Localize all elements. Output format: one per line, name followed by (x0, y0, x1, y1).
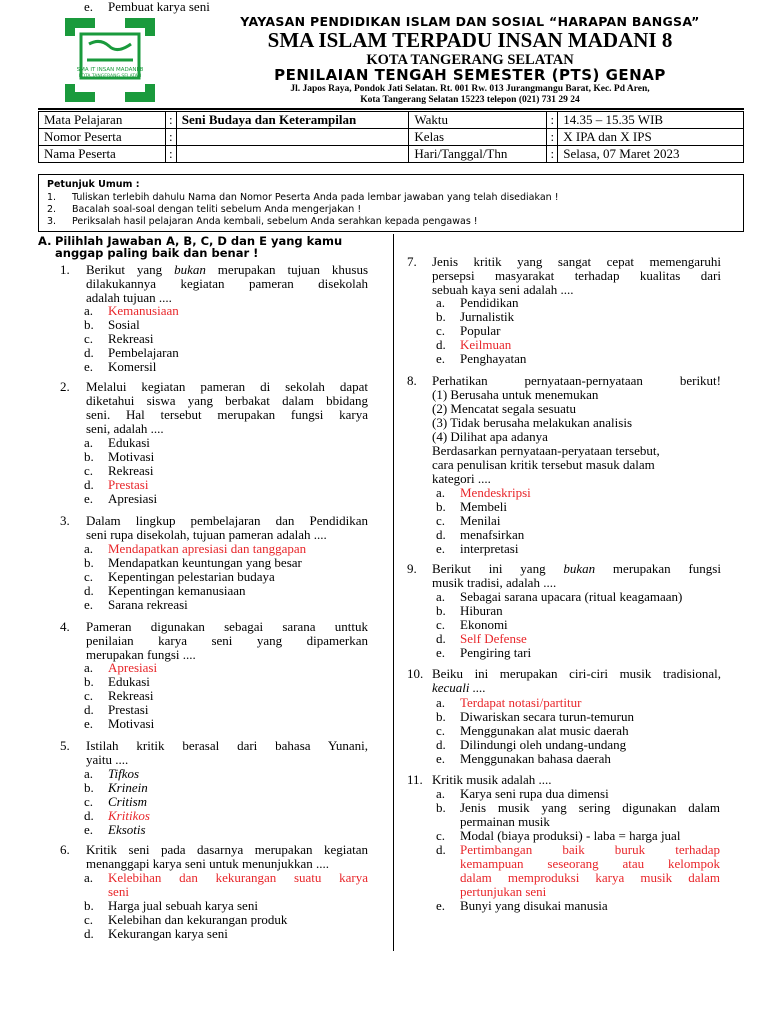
school-name: SMA ISLAM TERPADU INSAN MADANI 8 (267, 28, 673, 52)
school-logo (45, 14, 175, 106)
question-text: (4) Dilihat apa adanya (432, 429, 548, 444)
option-letter: d. (84, 477, 94, 492)
option-letter: c. (84, 463, 94, 478)
option-text[interactable]: kemampuan seseorang atau kelompok (460, 856, 720, 871)
option-text[interactable]: Apresiasi (108, 660, 158, 675)
address-line-1: Jl. Japos Raya, Pondok Jati Selatan. Rt. 001 Rw. 013 Jurangmangu Barat, Kec. Pd Aren, (290, 84, 650, 94)
question-number: 5. (60, 738, 70, 753)
option-text[interactable]: Bunyi yang disukai manusia (460, 898, 608, 913)
option-text[interactable]: Rekreasi (108, 463, 154, 478)
question-text: Kritik seni pada dasarnya merupakan kegiatan (86, 842, 368, 857)
option-text[interactable]: Prestasi (108, 477, 149, 492)
option-text[interactable]: dalam memproduksi karya musik dalam (460, 870, 720, 885)
question-text: sebuah kaya seni adalah .... (432, 282, 574, 297)
question-text: (3) Tidak berusaha melakukan analisis (432, 415, 633, 430)
label-kelas: Kelas (409, 129, 547, 146)
option-text[interactable]: Kepentingan pelestarian budaya (108, 569, 275, 584)
option-letter: b. (84, 780, 94, 795)
question-text: adalah tujuan .... (86, 290, 172, 305)
option-text[interactable]: seni (108, 884, 129, 899)
option-text[interactable]: Kelebihan dan kekurangan produk (108, 912, 288, 927)
option-letter: a. (436, 485, 446, 500)
option-letter: d. (84, 583, 94, 598)
logo-text-school: SMA IT INSAN MADANI 8 (76, 67, 144, 73)
label-mapel: Mata Pelajaran (39, 112, 166, 129)
separator: : (165, 146, 176, 163)
option-letter: e. (84, 597, 94, 612)
option-letter: b. (436, 309, 446, 324)
instructions-box (38, 174, 744, 232)
separator: : (547, 112, 558, 129)
option-letter: d. (84, 926, 94, 941)
option-text[interactable]: Keilmuan (460, 337, 512, 352)
option-letter: a. (436, 589, 446, 604)
option-text[interactable]: Kelebihan dan kekurangan suatu karya (108, 870, 368, 885)
option-text[interactable]: Apresiasi (108, 491, 158, 506)
option-text[interactable]: pertunjukan seni (460, 884, 547, 899)
option-text[interactable]: Sosial (108, 317, 140, 332)
option-text[interactable]: Modal (biaya produksi) - laba = harga jual (460, 828, 681, 843)
question-text: Melalui kegiatan pameran di sekolah dapat (86, 379, 368, 394)
label-waktu: Waktu (409, 112, 547, 129)
option-letter: e. (436, 541, 446, 556)
label-hari: Hari/Tanggal/Thn (409, 146, 547, 163)
question-text: cara penulisan kritik tersebut masuk dalam (432, 457, 655, 472)
student-info-table (38, 111, 744, 163)
option-text[interactable]: Menggunakan bahasa daerah (460, 751, 611, 766)
value-nomor-field[interactable] (176, 129, 409, 146)
option-text[interactable]: interpretasi (460, 541, 519, 556)
option-letter: b. (436, 499, 446, 514)
question-text: Jenis kritik yang sangat cepat memengaruhi (432, 254, 721, 269)
option-letter: c. (436, 828, 446, 843)
instructions-title: Petunjuk Umum : (47, 179, 140, 190)
question-number: 3. (60, 513, 70, 528)
option-text[interactable]: Mendapatkan apresiasi dan tanggapan (108, 541, 307, 556)
option-text[interactable]: Komersil (108, 359, 157, 374)
option-text[interactable]: Prestasi (108, 702, 149, 717)
question-text: Pameran digunakan sebagai sarana unttuk (86, 619, 368, 634)
option-text[interactable]: Rekreasi (108, 331, 154, 346)
question-text: Perhatikan pernyataan-pernyataan berikut! (432, 373, 721, 388)
option-letter: d. (436, 527, 446, 542)
option-text[interactable]: Kemanusiaan (108, 303, 179, 318)
option-text[interactable]: Rekreasi (108, 688, 154, 703)
value-kelas: X IPA dan X IPS (558, 129, 744, 146)
question-text: kecuali .... (432, 680, 486, 695)
option-letter: e. (84, 822, 94, 837)
question-text: Dalam lingkup pembelajaran dan Pendidikan (86, 513, 368, 528)
option-text[interactable]: Dilindungi oleh undang-undang (460, 737, 627, 752)
value-waktu: 14.35 – 15.35 WIB (558, 112, 744, 129)
question-text: yaitu .... (86, 752, 129, 767)
option-text[interactable]: Hiburan (460, 603, 503, 618)
option-letter: c. (84, 688, 94, 703)
option-letter: a. (84, 766, 94, 781)
value-mapel: Seni Budaya dan Keterampilan (176, 112, 409, 129)
question-number: 7. (407, 254, 417, 269)
option-text[interactable]: Kritikos (108, 808, 150, 823)
question-text: seni. Hal tersebut merupakan fungsi karya (86, 407, 368, 422)
question-number: 2. (60, 379, 70, 394)
option-letter: d. (436, 631, 446, 646)
option-text[interactable]: menafsirkan (460, 527, 525, 542)
question-number: 1. (60, 262, 70, 277)
option-letter: b. (84, 674, 94, 689)
question-text: persepsi masyarakat terhadap kualitas dari (432, 268, 721, 283)
option-text[interactable]: Pembelajaran (108, 345, 179, 360)
question-text: (1) Berusaha untuk menemukan (432, 387, 599, 402)
question-text: merupakan fungsi .... (86, 647, 196, 662)
exam-title: PENILAIAN TENGAH SEMESTER (PTS) GENAP (274, 66, 666, 84)
question-number: 10. (407, 666, 424, 681)
option-text[interactable]: Eksotis (108, 822, 146, 837)
option-letter: c. (84, 331, 94, 346)
value-hari: Selasa, 07 Maret 2023 (558, 146, 744, 163)
option-text[interactable]: Kepentingan kemanusiaan (108, 583, 246, 598)
option-letter: c. (436, 617, 446, 632)
option-letter: e. (84, 359, 94, 374)
option-text[interactable]: Edukasi (108, 674, 150, 689)
option-text[interactable]: Krinein (108, 780, 148, 795)
option-letter: a. (436, 695, 446, 710)
question-text: musik tradisi, adalah .... (432, 575, 557, 590)
question-text: kategori .... (432, 471, 491, 486)
separator: : (547, 146, 558, 163)
value-nama-field[interactable] (176, 146, 409, 163)
option-letter: d. (84, 345, 94, 360)
question-number: 8. (407, 373, 417, 388)
question-text: seni rupa disekolah, tujuan pameran adalah .... (86, 527, 327, 542)
option-text[interactable]: Pendidikan (460, 295, 519, 310)
option-text[interactable]: Pengiring tari (460, 645, 532, 660)
option-text[interactable]: Membeli (460, 499, 507, 514)
info-row (39, 112, 744, 129)
option-text[interactable]: permainan musik (460, 814, 550, 829)
option-text[interactable]: Sebagai sarana upacara (ritual keagamaan) (460, 589, 683, 604)
option-letter: e. (436, 898, 446, 913)
instruction-item: 3. Periksalah hasil pelajaran Anda kembali, sebelum Anda serahkan kepada pengawas ! (47, 216, 478, 227)
city-name: KOTA TANGERANG SELATAN (366, 52, 574, 68)
option-text[interactable]: Edukasi (108, 435, 150, 450)
option-letter: d. (84, 702, 94, 717)
option-letter: b. (436, 709, 446, 724)
option-text[interactable]: Mendeskripsi (460, 485, 531, 500)
option-letter: a. (436, 295, 446, 310)
option-text[interactable]: Kekurangan karya seni (108, 926, 228, 941)
option-text[interactable]: Sarana rekreasi (108, 597, 188, 612)
option-text[interactable]: Mendapatkan keuntungan yang besar (108, 555, 302, 570)
option-text[interactable]: Pembuat karya seni (108, 0, 210, 14)
question-text: diketahui siswa yang berbakat dalam bbidang (86, 393, 368, 408)
separator: : (547, 129, 558, 146)
option-letter: c. (84, 912, 94, 927)
option-letter: e. (436, 751, 446, 766)
option-letter: b. (84, 898, 94, 913)
label-nama: Nama Peserta (39, 146, 166, 163)
question-text: Berikut yang bukan merupakan tujuan khusus (86, 262, 369, 277)
option-text[interactable]: Terdapat notasi/partitur (460, 695, 582, 710)
option-letter: d. (436, 737, 446, 752)
option-text[interactable]: Diwariskan secara turun-temurun (460, 709, 634, 724)
option-text[interactable]: Motivasi (108, 449, 155, 464)
option-letter: b. (436, 800, 446, 815)
option-letter: c. (436, 323, 446, 338)
option-text[interactable]: Penghayatan (460, 351, 527, 366)
question-text: menanggapi karya seni untuk menunjukkan .... (86, 856, 329, 871)
question-text: (2) Mencatat segala sesuatu (432, 401, 577, 416)
option-text[interactable]: Popular (460, 323, 501, 338)
option-text[interactable]: Pertimbangan baik buruk terhadap (460, 842, 720, 857)
option-letter: c. (436, 723, 446, 738)
option-text[interactable]: Harga jual sebuah karya seni (108, 898, 258, 913)
question-text: dilakukannya kegiatan pameran disekolah (86, 276, 368, 291)
option-letter: d. (84, 808, 94, 823)
option-text[interactable]: Jenis musik yang sering digunakan dalam (460, 800, 720, 815)
question-number: 6. (60, 842, 70, 857)
option-text[interactable]: Tifkos (108, 766, 140, 781)
option-text[interactable]: Jurnalistik (460, 309, 515, 324)
option-letter: e. (84, 491, 94, 506)
question-number: 11. (407, 772, 423, 787)
option-letter: e. (436, 351, 446, 366)
column-divider (393, 234, 394, 951)
option-letter: e. (84, 716, 94, 731)
option-letter: b. (84, 317, 94, 332)
option-letter: b. (436, 603, 446, 618)
option-letter: a. (84, 303, 94, 318)
instruction-item: 1. Tuliskan terlebih dahulu Nama dan Nomor Peserta Anda pada lembar jawaban yang telah disediakan ! (47, 192, 559, 203)
question-text: seni, adalah .... (86, 421, 164, 436)
option-letter: e. (436, 645, 446, 660)
question-number: 9. (407, 561, 417, 576)
option-letter: a. (84, 870, 94, 885)
question-text: Berdasarkan pernyataan-peryataan tersebut, (432, 443, 660, 458)
header-rule (38, 108, 744, 110)
question-text: Istilah kritik berasal dari bahasa Yunani, (86, 738, 368, 753)
question-number: 4. (60, 619, 70, 634)
option-text[interactable]: Critism (108, 794, 148, 809)
question-text: Beiku ini merupakan ciri-ciri musik tradisional, (432, 666, 721, 681)
option-text[interactable]: Menilai (460, 513, 501, 528)
option-letter: a. (84, 435, 94, 450)
option-letter: a. (84, 541, 94, 556)
option-letter: d. (436, 842, 446, 857)
option-letter: c. (84, 794, 94, 809)
option-text[interactable]: Ekonomi (460, 617, 508, 632)
option-letter: b. (84, 555, 94, 570)
option-letter: a. (84, 660, 94, 675)
option-text[interactable]: Motivasi (108, 716, 155, 731)
option-text[interactable]: Self Defense (460, 631, 527, 646)
label-nomor: Nomor Peserta (39, 129, 166, 146)
option-letter: c. (84, 569, 94, 584)
separator: : (165, 129, 176, 146)
option-letter: e. (84, 0, 94, 14)
question-text: Kritik musik adalah .... (432, 772, 552, 787)
option-letter: b. (84, 449, 94, 464)
separator: : (165, 112, 176, 129)
info-row (39, 129, 744, 146)
question-text: Berikut ini yang bukan merupakan fungsi (432, 561, 721, 576)
option-text[interactable]: Menggunakan alat music daerah (460, 723, 629, 738)
foundation-name: YAYASAN PENDIDIKAN ISLAM DAN SOSIAL “HARAPAN BANGSA” (240, 14, 700, 29)
option-text[interactable]: Karya seni rupa dua dimensi (460, 786, 609, 801)
question-text: penilaian karya seni yang dipamerkan (86, 633, 368, 648)
address-line-2: Kota Tangerang Selatan 15223 telepon (021) 731 29 24 (360, 95, 580, 105)
instruction-item: 2. Bacalah soal-soal dengan teliti sebelum Anda mengerjakan ! (47, 204, 362, 215)
option-letter: c. (436, 513, 446, 528)
option-letter: a. (436, 786, 446, 801)
info-row (39, 146, 744, 163)
logo-text-city: KOTA TANGERANG SELATAN (78, 74, 142, 79)
option-letter: d. (436, 337, 446, 352)
